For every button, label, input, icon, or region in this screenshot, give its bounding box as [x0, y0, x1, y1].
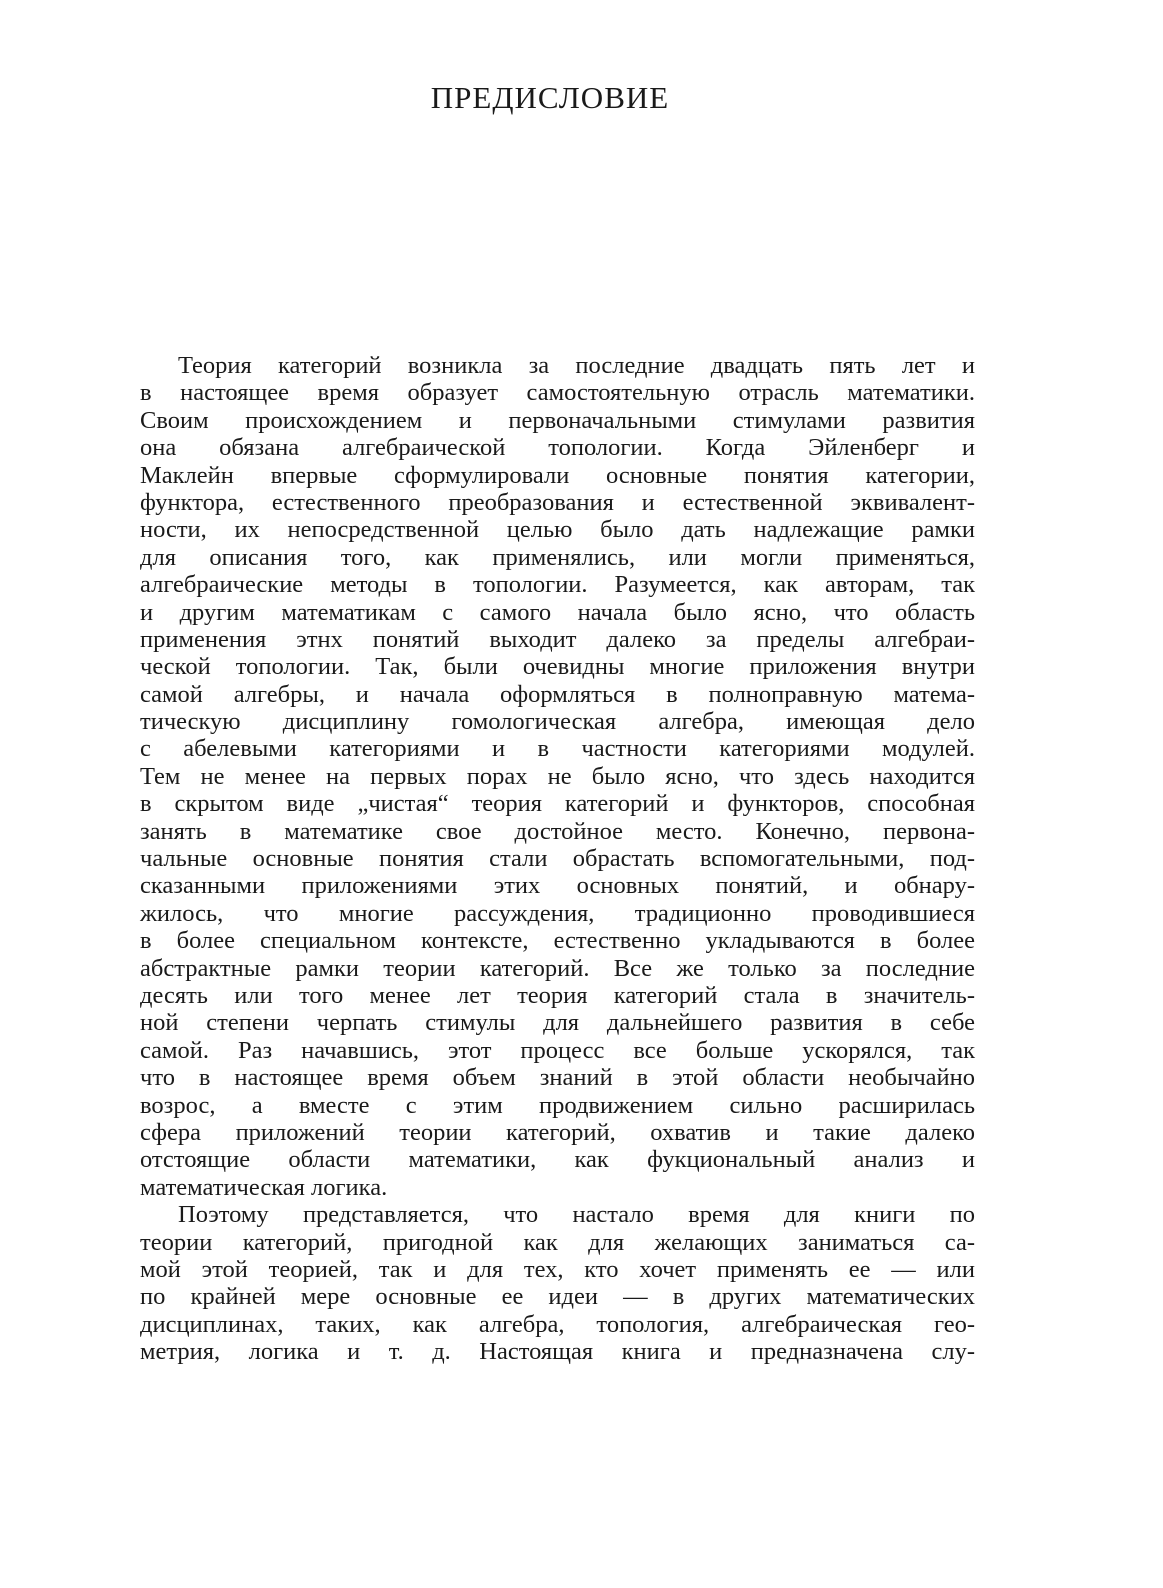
- text-line: возрос, а вместе с этим продвижением сильно расширилась: [140, 1091, 975, 1119]
- text-line: сказанными приложениями этих основных понятий, и обнару-: [140, 872, 975, 900]
- text-line: чальные основные понятия стали обрастать вспомогательными, под-: [140, 845, 975, 873]
- text-line: и другим математикам с самого начала было ясно, что область: [140, 598, 975, 626]
- text-line: сфера приложений теории категорий, охватив и такие далеко: [140, 1118, 975, 1146]
- text-line: метрия, логика и т. д. Настоящая книга и предназначена слу-: [140, 1338, 975, 1366]
- text-line: Своим происхождением и первоначальными стимулами развития: [140, 406, 975, 434]
- text-line: Теория категорий возникла за последние двадцать пять лет и: [178, 352, 975, 379]
- text-line: дисциплинах, таких, как алгебра, топология, алгебраическая гео-: [140, 1310, 975, 1338]
- page-title: ПРЕДИСЛОВИЕ: [430, 80, 670, 115]
- text-line: занять в математике свое достойное место. Конечно, первона-: [140, 817, 975, 845]
- text-line: ности, их непосредственной целью было дать надлежащие рамки: [140, 516, 975, 544]
- text-line: Поэтому представляется, что настало время для книги по: [178, 1201, 975, 1229]
- text-line: мой этой теорией, так и для тех, кто хочет применять ее — или: [140, 1255, 975, 1283]
- text-line: Тем не менее на первых порах не было ясно, что здесь находится: [140, 762, 975, 790]
- text-line: десять или того менее лет теория категорий стала в значитель-: [140, 981, 975, 1009]
- text-line: в настоящее время образует самостоятельную отрасль математики.: [140, 379, 975, 407]
- text-line: в скрытом виде „чистая“ теория категорий и функторов, способная: [140, 790, 975, 818]
- text-line: жилось, что многие рассуждения, традиционно проводившиеся: [140, 899, 975, 927]
- text-line: ной степени черпать стимулы для дальнейшего развития в себе: [140, 1009, 975, 1037]
- text-line: отстоящие области математики, как фукциональный анализ и: [140, 1146, 975, 1174]
- text-line: в более специальном контексте, естественно укладываются в более: [140, 927, 975, 955]
- text-line: абстрактные рамки теории категорий. Все же только за последние: [140, 954, 975, 982]
- text-line: ческой топологии. Так, были очевидны многие приложения внутри: [140, 653, 975, 681]
- text-line: теории категорий, пригодной как для желающих заниматься са-: [140, 1228, 975, 1256]
- text-line: для описания того, как применялись, или могли применяться,: [140, 543, 975, 571]
- text-line: тическую дисциплину гомологическая алгебра, имеющая дело: [140, 708, 975, 736]
- text-line: с абелевыми категориями и в частности категориями модулей.: [140, 735, 975, 763]
- preface-text: [140, 352, 975, 1365]
- text-line: она обязана алгебраической топологии. Когда Эйленберг и: [140, 434, 975, 462]
- text-line: самой. Раз начавшись, этот процесс все больше ускорялся, так: [140, 1036, 975, 1064]
- text-line: что в настоящее время объем знаний в этой области необычайно: [140, 1064, 975, 1092]
- text-line: Маклейн впервые сформулировали основные понятия категории,: [140, 461, 975, 489]
- text-line: самой алгебры, и начала оформляться в полноправную матема-: [140, 680, 975, 708]
- text-line: по крайней мере основные ее идеи — в других математических: [140, 1283, 975, 1311]
- text-line: применения этнх понятий выходит далеко за пределы алгебраи-: [140, 625, 975, 653]
- text-line: функтора, естественного преобразования и естественной эквивалент-: [140, 488, 975, 516]
- text-line: алгебраические методы в топологии. Разумеется, как авторам, так: [140, 571, 975, 599]
- text-line: математическая логика.: [140, 1173, 388, 1201]
